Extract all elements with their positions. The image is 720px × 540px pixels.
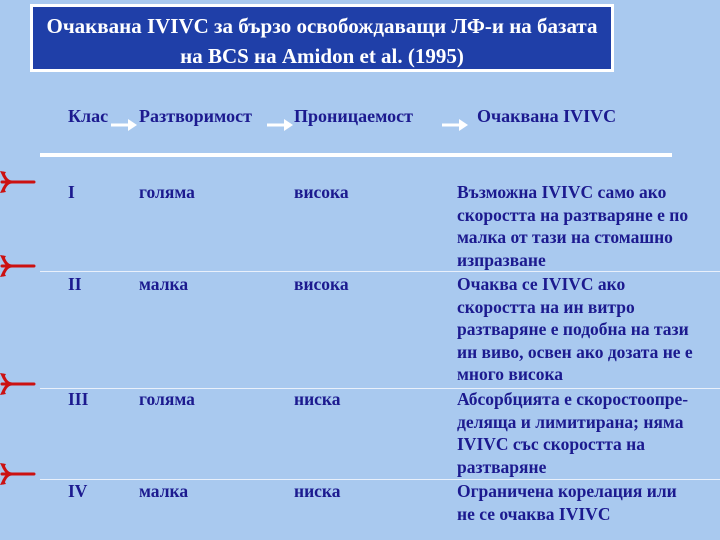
header-permeability: Проницаемост xyxy=(294,106,413,126)
slide-title: Очаквана IVIVC за бързо освобождаващи ЛФ-и на базата на BCS на Amidon et al. (1995) xyxy=(30,4,614,72)
row-class-cell: II xyxy=(68,274,82,294)
row-expected-cell: Очаква се IVIVC ако скоростта на ин витро разтваряне е подобна на тази ин виво, освен ако дозата не е много висока xyxy=(457,274,693,384)
row-class-cell: III xyxy=(68,389,89,409)
row-class-cell: I xyxy=(68,182,75,202)
row-permeability-cell: ниска xyxy=(294,481,341,501)
branch-arrow-icon xyxy=(0,371,36,397)
row-class-cell: IV xyxy=(68,481,88,501)
arrow-right-icon xyxy=(266,118,294,132)
branch-arrow-icon xyxy=(0,461,36,487)
row-permeability-cell: ниска xyxy=(294,389,341,409)
row-expected-cell: Ограничена корелация или не се очаква IVIVC xyxy=(457,481,677,524)
row-permeability-cell: висока xyxy=(294,182,349,202)
header-class: Клас xyxy=(68,106,109,126)
row-expected-cell: Абсорбцията е скоростоопре- деляща и лимитирана; няма IVIVC със скоростта на разтваряне xyxy=(457,389,689,477)
row-solubility-cell: голяма xyxy=(139,389,195,409)
header-expected-ivivc: Очаквана IVIVC xyxy=(477,106,617,126)
arrow-right-icon xyxy=(110,118,138,132)
row-solubility-cell: малка xyxy=(139,274,189,294)
row-solubility-cell: голяма xyxy=(139,182,195,202)
header-solubility: Разтворимост xyxy=(139,106,252,126)
row-expected-cell: Възможна IVIVC само ако скоростта на разтваряне е по малка от тази на стомашно изпразване xyxy=(457,182,689,270)
row-divider xyxy=(40,271,720,272)
header-divider xyxy=(40,153,672,157)
row-permeability-cell: висока xyxy=(294,274,349,294)
branch-arrow-icon xyxy=(0,169,36,195)
branch-arrow-icon xyxy=(0,253,36,279)
arrow-right-icon xyxy=(441,118,469,132)
row-solubility-cell: малка xyxy=(139,481,189,501)
